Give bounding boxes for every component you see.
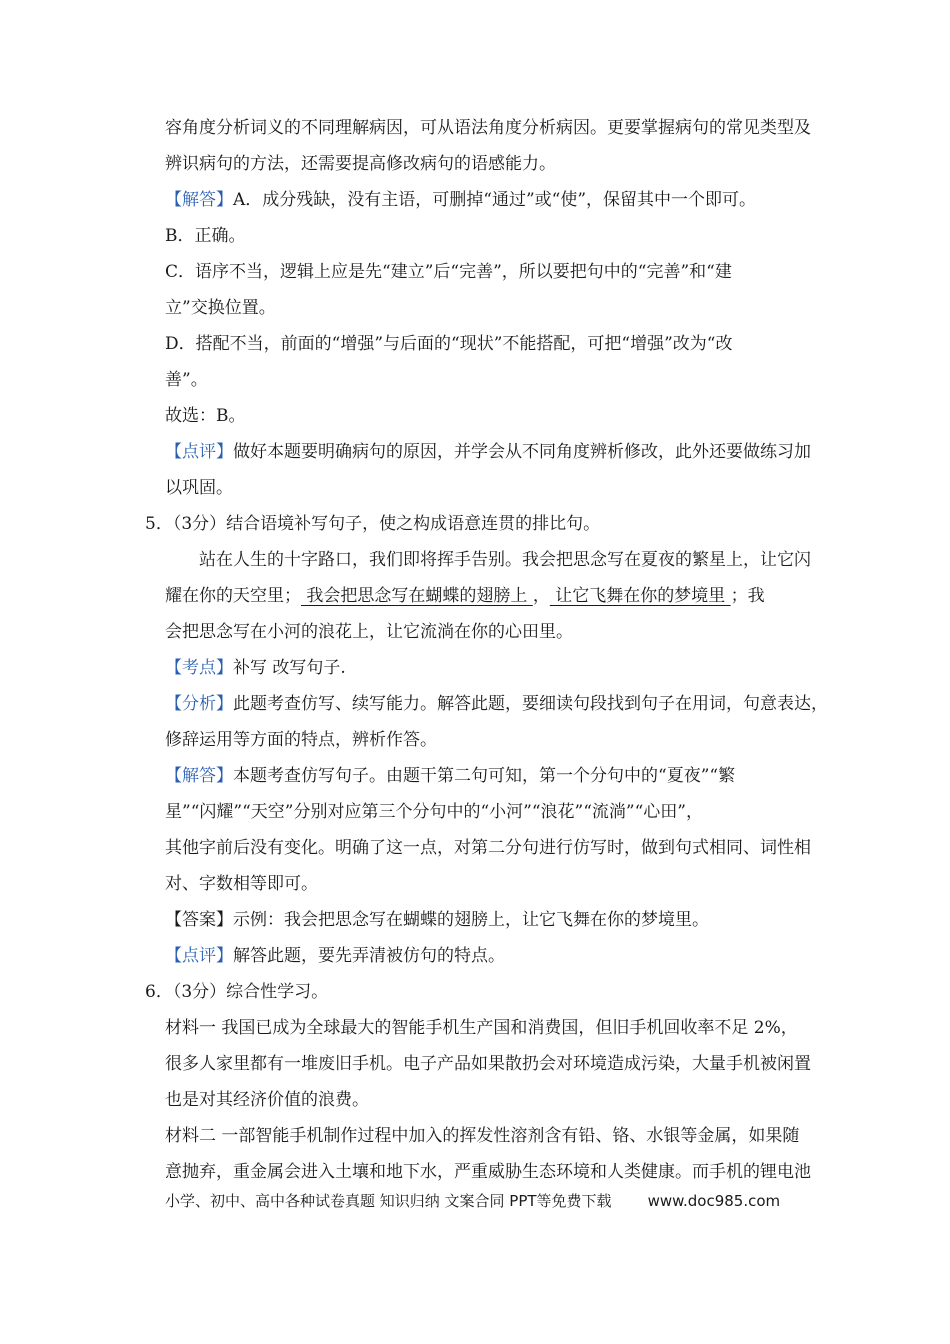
blank-answer-2: 让它飞舞在你的梦境里 — [549, 586, 731, 606]
comment-line — [165, 441, 811, 463]
text-line: 站在人生的十字路口，我们即将挥手告别。我会把思念写在夏夜的繁星上，让它闪 — [199, 550, 811, 570]
text-segment: ， — [532, 586, 550, 606]
text-segment: ；我 — [730, 586, 765, 606]
kaodian-tag: 【考点】 — [165, 658, 233, 678]
comment-tag: 【点评】 — [165, 442, 233, 462]
question-6: 6．（3分）综合性学习。 — [145, 982, 329, 1002]
footer — [165, 1190, 780, 1211]
text-line: B．正确。 — [165, 226, 246, 246]
text-line: 其他字前后没有变化。明确了这一点，对第二分句进行仿写时，做到句式相同、词性相 — [165, 838, 811, 858]
text-line: 善”。 — [165, 370, 208, 390]
text-line: 立”交换位置。 — [165, 298, 276, 318]
comment-text: 解答此题，要先弄清被仿句的特点。 — [233, 946, 505, 966]
analysis-text: 此题考查仿写、续写能力。解答此题，要细读句段找到句子在用词，句意表达， — [233, 694, 828, 714]
kaodian-line — [165, 657, 346, 679]
text-line: 材料一 我国已成为全球最大的智能手机生产国和消费国，但旧手机回收率不足 2%， — [165, 1018, 798, 1038]
question-5: 5．（3分）结合语境补写句子，使之构成语意连贯的排比句。 — [145, 514, 601, 534]
answer-line — [165, 189, 756, 211]
text-line: 材料二 一部智能手机制作过程中加入的挥发性溶剂含有铅、铬、水银等金属，如果随 — [165, 1126, 800, 1146]
text-line: C．语序不当，逻辑上应是先“建立”后“完善”，所以要把句中的“完善”和“建 — [165, 262, 732, 282]
answer-tag: 【解答】 — [165, 190, 233, 210]
footer-url[interactable]: www.doc985.com — [647, 1192, 781, 1210]
blank-answer-1: 我会把思念写在蝴蝶的翅膀上 — [301, 586, 533, 606]
text-segment: 耀在你的天空里； — [165, 586, 301, 606]
answer-tag: 【解答】 — [165, 766, 233, 786]
comment-tag: 【点评】 — [165, 946, 233, 966]
comment-text: 做好本题要明确病句的原因，并学会从不同角度辨析修改，此外还要做练习加 — [233, 442, 811, 462]
answer-text: 本题考查仿写句子。由题干第二句可知，第一个分句中的“夏夜”“繁 — [233, 766, 736, 786]
text-line: 以巩固。 — [165, 478, 233, 498]
text-line: 容角度分析词义的不同理解病因，可从语法角度分析病因。更要掌握病句的常见类型及 — [165, 118, 811, 138]
answer-key-line — [165, 909, 709, 931]
kaodian-text: 补写 改写句子. — [233, 658, 346, 678]
text-line: 对、字数相等即可。 — [165, 874, 318, 894]
analysis-tag: 【分析】 — [165, 694, 233, 714]
answer-line — [165, 765, 735, 787]
text-line: 很多人家里都有一堆废旧手机。电子产品如果散扔会对环境造成污染，大量手机被闲置 — [165, 1054, 811, 1074]
text-line: 修辞运用等方面的特点，辨析作答。 — [165, 730, 437, 750]
text-line: 会把思念写在小河的浪花上，让它流淌在你的心田里。 — [165, 622, 573, 642]
answer-key-text: 示例：我会把思念写在蝴蝶的翅膀上，让它飞舞在你的梦境里。 — [233, 910, 709, 930]
comment-line — [165, 945, 505, 967]
text-line: 意抛弃，重金属会进入土壤和地下水，严重威胁生态环境和人类健康。而手机的锂电池 — [165, 1162, 811, 1182]
text-line: 辨识病句的方法，还需要提高修改病句的语感能力。 — [165, 154, 556, 174]
footer-text: 小学、初中、高中各种试卷真题 知识归纳 文案合同 PPT等免费下载 — [165, 1192, 612, 1210]
text-line: 星”“闪耀”“天空”分别对应第三个分句中的“小河”“浪花”“流淌”“心田”， — [165, 802, 703, 822]
text-line: 也是对其经济价值的浪费。 — [165, 1090, 369, 1110]
text-line: D．搭配不当，前面的“增强”与后面的“现状”不能搭配，可把“增强”改为“改 — [165, 334, 733, 354]
answer-text: A．成分残缺，没有主语，可删掉“通过”或“使”，保留其中一个即可。 — [233, 190, 757, 210]
fill-blank-line — [165, 585, 765, 607]
analysis-line — [165, 693, 828, 715]
answer-key-tag: 【答案】 — [165, 910, 233, 930]
text-line: 故选：B。 — [165, 406, 246, 426]
